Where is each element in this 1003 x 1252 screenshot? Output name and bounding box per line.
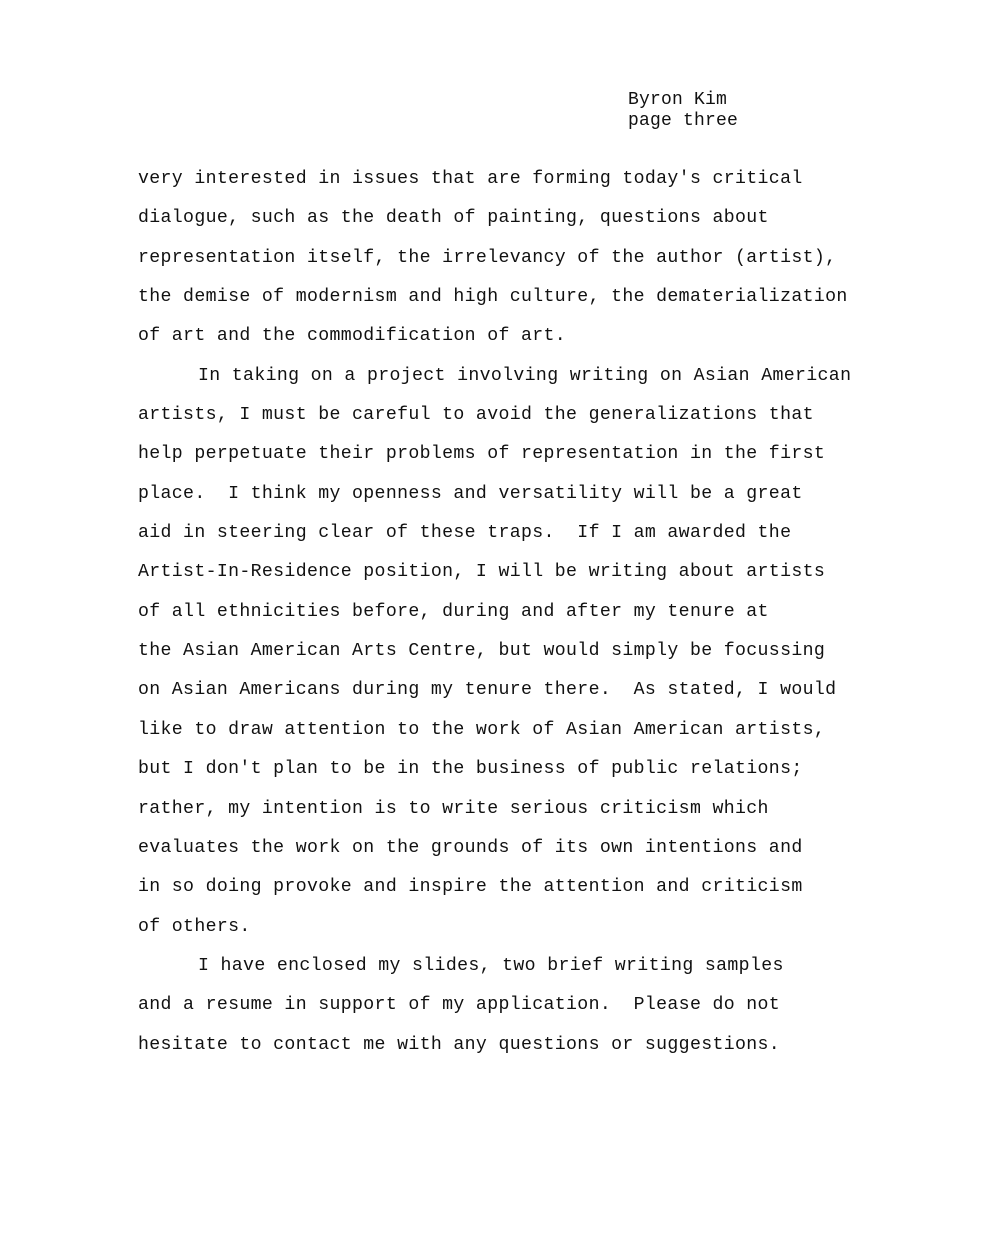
page-number-label: page three: [628, 111, 739, 131]
text-line: of all ethnicities before, during and after my tenure at: [138, 601, 769, 622]
text-line: dialogue, such as the death of painting, questions about: [138, 208, 769, 229]
text-line: in so doing provoke and inspire the attention and criticism: [138, 877, 803, 898]
text-line: the demise of modernism and high culture, the dematerialization: [138, 287, 848, 308]
text-line: on Asian Americans during my tenure there. As stated, I would: [138, 680, 837, 701]
text-line: like to draw attention to the work of Asian American artists,: [138, 719, 826, 740]
text-line: the Asian American Arts Centre, but would simply be focussing: [138, 641, 826, 662]
text-line: of art and the commodification of art.: [138, 326, 567, 347]
text-line: very interested in issues that are forming today's critical: [138, 169, 803, 189]
text-line: help perpetuate their problems of representation in the first: [138, 444, 826, 465]
text-line: of others.: [138, 916, 251, 937]
text-line: place. I think my openness and versatility will be a great: [138, 483, 803, 504]
text-line: Artist-In-Residence position, I will be writing about artists: [138, 562, 826, 583]
paragraph-start-line: In taking on a project involving writing on Asian American: [198, 365, 852, 386]
text-line: but I don't plan to be in the business of public relations;: [138, 759, 803, 780]
text-line: evaluates the work on the grounds of its own intentions and: [138, 837, 803, 858]
author-name: Byron Kim: [628, 90, 728, 110]
text-line: hesitate to contact me with any questions or suggestions.: [138, 1034, 781, 1055]
paragraph-start-line: I have enclosed my slides, two brief writing samples: [198, 955, 784, 976]
page-header: [628, 90, 738, 132]
text-line: aid in steering clear of these traps. If I am awarded the: [138, 523, 792, 544]
text-line: artists, I must be careful to avoid the generalizations that: [138, 405, 814, 426]
text-line: rather, my intention is to write serious criticism which: [138, 798, 769, 819]
text-line: representation itself, the irrelevancy of the author (artist),: [138, 247, 837, 268]
letter-body: [138, 166, 918, 1071]
text-line: and a resume in support of my application. Please do not: [138, 995, 781, 1016]
